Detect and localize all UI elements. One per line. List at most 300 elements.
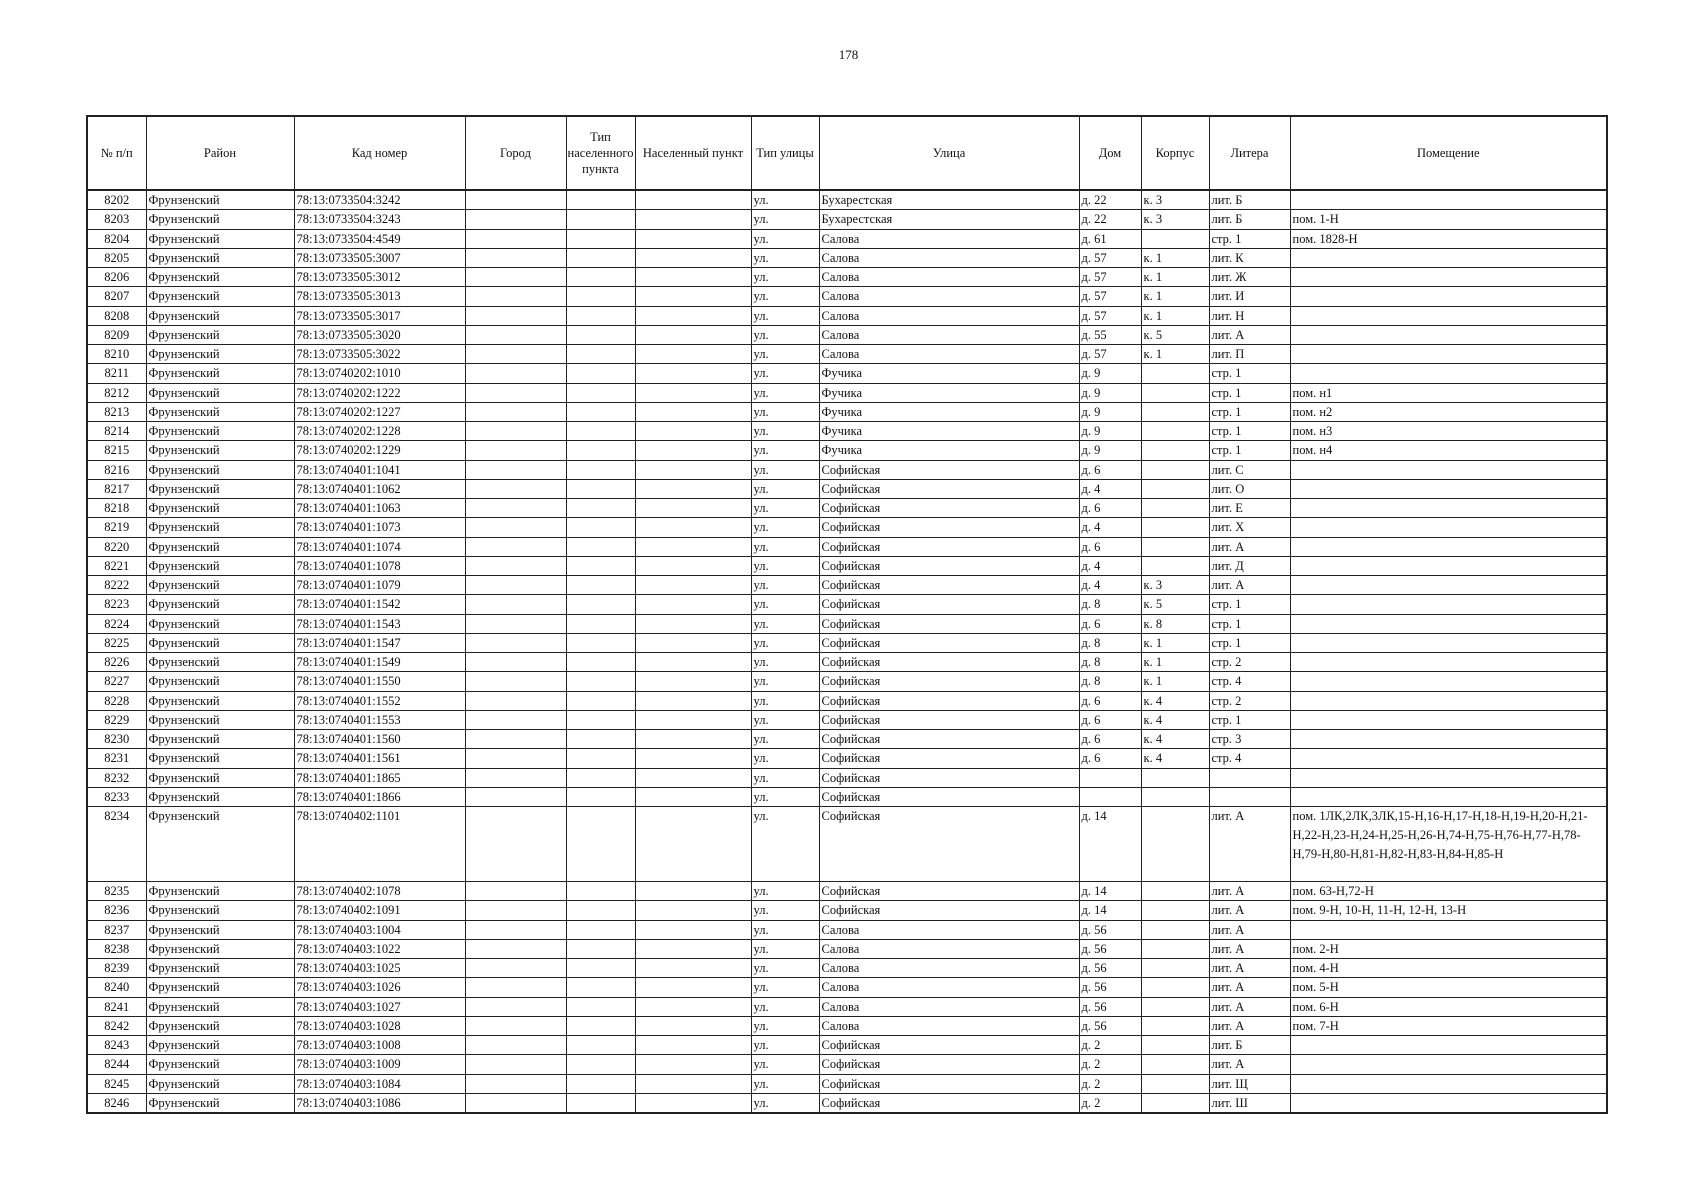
cell-house: д. 8 xyxy=(1079,633,1141,652)
cell-number: 8226 xyxy=(87,653,146,672)
cell-letter: лит. И xyxy=(1209,287,1290,306)
cell-street-type: ул. xyxy=(751,422,819,441)
cell-city xyxy=(465,882,566,901)
cell-premises xyxy=(1290,595,1607,614)
cell-settlement xyxy=(635,672,751,691)
cell-street-type: ул. xyxy=(751,730,819,749)
cell-settlement-type xyxy=(566,653,635,672)
cell-settlement xyxy=(635,1074,751,1093)
cell-street: Салова xyxy=(819,325,1079,344)
cell-number: 8243 xyxy=(87,1036,146,1055)
cell-settlement-type xyxy=(566,345,635,364)
cell-building: к. 1 xyxy=(1141,672,1209,691)
cell-street: Софийская xyxy=(819,595,1079,614)
cell-number: 8223 xyxy=(87,595,146,614)
cell-cadastral-number: 78:13:0740401:1865 xyxy=(294,768,465,787)
cell-settlement-type xyxy=(566,499,635,518)
col-header-city: Город xyxy=(465,116,566,190)
cell-district: Фрунзенский xyxy=(146,287,294,306)
cell-cadastral-number: 78:13:0740403:1022 xyxy=(294,939,465,958)
cell-cadastral-number: 78:13:0740403:1008 xyxy=(294,1036,465,1055)
cell-district: Фрунзенский xyxy=(146,1016,294,1035)
cell-settlement-type xyxy=(566,595,635,614)
cell-settlement-type xyxy=(566,229,635,248)
cell-street-type: ул. xyxy=(751,710,819,729)
cell-house: д. 14 xyxy=(1079,807,1141,882)
cell-number: 8210 xyxy=(87,345,146,364)
table-row xyxy=(87,749,1607,768)
cell-settlement xyxy=(635,595,751,614)
cell-street: Софийская xyxy=(819,1055,1079,1074)
table-row xyxy=(87,672,1607,691)
cell-letter: лит. Б xyxy=(1209,1036,1290,1055)
cell-number: 8206 xyxy=(87,268,146,287)
cell-number: 8237 xyxy=(87,920,146,939)
cell-cadastral-number: 78:13:0740401:1062 xyxy=(294,479,465,498)
cell-building xyxy=(1141,229,1209,248)
cell-premises: пом. н3 xyxy=(1290,422,1607,441)
cell-building: к. 8 xyxy=(1141,614,1209,633)
cell-premises xyxy=(1290,787,1607,806)
cell-letter: стр. 2 xyxy=(1209,653,1290,672)
cell-city xyxy=(465,633,566,652)
cell-district: Фрунзенский xyxy=(146,749,294,768)
cell-street: Салова xyxy=(819,1016,1079,1035)
cell-number: 8236 xyxy=(87,901,146,920)
cell-street: Фучика xyxy=(819,383,1079,402)
cell-city xyxy=(465,959,566,978)
cell-building xyxy=(1141,1036,1209,1055)
cell-settlement-type xyxy=(566,710,635,729)
table-row xyxy=(87,460,1607,479)
cell-street-type: ул. xyxy=(751,479,819,498)
cell-house: д. 6 xyxy=(1079,614,1141,633)
cell-cadastral-number: 78:13:0740202:1227 xyxy=(294,402,465,421)
cell-house: д. 6 xyxy=(1079,537,1141,556)
table-row xyxy=(87,768,1607,787)
cell-street: Софийская xyxy=(819,1093,1079,1113)
cell-city xyxy=(465,364,566,383)
cell-settlement-type xyxy=(566,1016,635,1035)
cell-city xyxy=(465,730,566,749)
cell-building xyxy=(1141,518,1209,537)
cell-street-type: ул. xyxy=(751,614,819,633)
cell-city xyxy=(465,345,566,364)
cell-street-type: ул. xyxy=(751,325,819,344)
col-header-settlement-type: Тип населенного пункта xyxy=(566,116,635,190)
cell-street: Софийская xyxy=(819,1036,1079,1055)
cell-settlement-type xyxy=(566,672,635,691)
cell-building: к. 4 xyxy=(1141,710,1209,729)
cell-number: 8232 xyxy=(87,768,146,787)
cell-building xyxy=(1141,499,1209,518)
cell-number: 8241 xyxy=(87,997,146,1016)
cell-house: д. 6 xyxy=(1079,460,1141,479)
cell-settlement-type xyxy=(566,959,635,978)
cell-street-type: ул. xyxy=(751,939,819,958)
cell-number: 8208 xyxy=(87,306,146,325)
cell-settlement-type xyxy=(566,556,635,575)
cell-city xyxy=(465,190,566,210)
cell-district: Фрунзенский xyxy=(146,691,294,710)
cell-number: 8222 xyxy=(87,576,146,595)
cell-district: Фрунзенский xyxy=(146,1093,294,1113)
cell-number: 8214 xyxy=(87,422,146,441)
cell-city xyxy=(465,1093,566,1113)
cell-street: Салова xyxy=(819,229,1079,248)
cell-district: Фрунзенский xyxy=(146,364,294,383)
cell-settlement xyxy=(635,959,751,978)
cell-street: Софийская xyxy=(819,556,1079,575)
cell-settlement xyxy=(635,787,751,806)
table-row xyxy=(87,268,1607,287)
cell-street-type: ул. xyxy=(751,576,819,595)
cell-letter: лит. П xyxy=(1209,345,1290,364)
cell-letter: лит. К xyxy=(1209,248,1290,267)
cell-settlement xyxy=(635,1093,751,1113)
cell-city xyxy=(465,787,566,806)
cell-building xyxy=(1141,479,1209,498)
cell-settlement xyxy=(635,556,751,575)
table-row xyxy=(87,595,1607,614)
cell-building xyxy=(1141,364,1209,383)
cell-cadastral-number: 78:13:0733504:3242 xyxy=(294,190,465,210)
cell-cadastral-number: 78:13:0740401:1547 xyxy=(294,633,465,652)
cell-street: Бухарестская xyxy=(819,210,1079,229)
cell-letter: лит. А xyxy=(1209,576,1290,595)
cell-street-type: ул. xyxy=(751,807,819,882)
cell-settlement xyxy=(635,901,751,920)
cell-street-type: ул. xyxy=(751,287,819,306)
cell-street-type: ул. xyxy=(751,653,819,672)
cell-city xyxy=(465,268,566,287)
cell-cadastral-number: 78:13:0740403:1027 xyxy=(294,997,465,1016)
cell-premises xyxy=(1290,499,1607,518)
cell-premises: пом. 7-Н xyxy=(1290,1016,1607,1035)
cell-number: 8204 xyxy=(87,229,146,248)
cell-street-type: ул. xyxy=(751,402,819,421)
cell-cadastral-number: 78:13:0733505:3017 xyxy=(294,306,465,325)
cell-street-type: ул. xyxy=(751,691,819,710)
cell-settlement xyxy=(635,749,751,768)
col-header-district: Район xyxy=(146,116,294,190)
cell-street-type: ул. xyxy=(751,959,819,978)
cell-premises xyxy=(1290,1093,1607,1113)
cell-city xyxy=(465,479,566,498)
cell-house: д. 56 xyxy=(1079,997,1141,1016)
cell-letter: стр. 1 xyxy=(1209,402,1290,421)
cell-district: Фрунзенский xyxy=(146,730,294,749)
cell-street: Салова xyxy=(819,920,1079,939)
cell-house: д. 8 xyxy=(1079,653,1141,672)
cell-house: д. 6 xyxy=(1079,710,1141,729)
cell-settlement xyxy=(635,576,751,595)
cell-city xyxy=(465,422,566,441)
cell-street-type: ул. xyxy=(751,1055,819,1074)
cell-street: Софийская xyxy=(819,614,1079,633)
cell-building xyxy=(1141,787,1209,806)
cell-settlement-type xyxy=(566,882,635,901)
cell-number: 8225 xyxy=(87,633,146,652)
table-body xyxy=(87,190,1607,1113)
cell-street-type: ул. xyxy=(751,920,819,939)
table-row xyxy=(87,901,1607,920)
cell-city xyxy=(465,1016,566,1035)
cell-building xyxy=(1141,441,1209,460)
cell-house: д. 8 xyxy=(1079,672,1141,691)
cell-settlement-type xyxy=(566,210,635,229)
cell-settlement-type xyxy=(566,190,635,210)
cell-settlement-type xyxy=(566,576,635,595)
cell-letter xyxy=(1209,768,1290,787)
cell-settlement xyxy=(635,614,751,633)
cell-settlement xyxy=(635,287,751,306)
cell-settlement xyxy=(635,653,751,672)
cell-building xyxy=(1141,383,1209,402)
table-row xyxy=(87,997,1607,1016)
cell-street: Фучика xyxy=(819,364,1079,383)
cell-premises: пом. 4-Н xyxy=(1290,959,1607,978)
cell-premises xyxy=(1290,653,1607,672)
table-row xyxy=(87,920,1607,939)
cell-street: Софийская xyxy=(819,710,1079,729)
cell-letter: лит. А xyxy=(1209,1016,1290,1035)
cell-house: д. 57 xyxy=(1079,306,1141,325)
cell-settlement-type xyxy=(566,768,635,787)
cell-district: Фрунзенский xyxy=(146,248,294,267)
cell-city xyxy=(465,460,566,479)
cell-letter: стр. 1 xyxy=(1209,229,1290,248)
cell-cadastral-number: 78:13:0740401:1041 xyxy=(294,460,465,479)
cell-city xyxy=(465,920,566,939)
cell-settlement-type xyxy=(566,1093,635,1113)
cell-cadastral-number: 78:13:0740202:1010 xyxy=(294,364,465,383)
col-header-number: № п/п xyxy=(87,116,146,190)
cell-street: Салова xyxy=(819,959,1079,978)
cell-settlement-type xyxy=(566,978,635,997)
cell-premises: пом. 9-Н, 10-Н, 11-Н, 12-Н, 13-Н xyxy=(1290,901,1607,920)
cell-cadastral-number: 78:13:0740401:1063 xyxy=(294,499,465,518)
cell-number: 8203 xyxy=(87,210,146,229)
cell-letter: лит. Б xyxy=(1209,210,1290,229)
cell-street: Фучика xyxy=(819,422,1079,441)
cell-letter: лит. С xyxy=(1209,460,1290,479)
cell-house: д. 4 xyxy=(1079,556,1141,575)
cell-premises xyxy=(1290,268,1607,287)
cell-building: к. 3 xyxy=(1141,190,1209,210)
cell-cadastral-number: 78:13:0740401:1078 xyxy=(294,556,465,575)
cell-number: 8228 xyxy=(87,691,146,710)
cell-house: д. 8 xyxy=(1079,595,1141,614)
cell-house: д. 9 xyxy=(1079,422,1141,441)
page-number: 178 xyxy=(838,47,859,62)
cell-house: д. 56 xyxy=(1079,1016,1141,1035)
table-row xyxy=(87,402,1607,421)
cell-house: д. 55 xyxy=(1079,325,1141,344)
cell-cadastral-number: 78:13:0740401:1561 xyxy=(294,749,465,768)
cell-cadastral-number: 78:13:0740401:1543 xyxy=(294,614,465,633)
cell-number: 8244 xyxy=(87,1055,146,1074)
cell-settlement xyxy=(635,248,751,267)
cell-house: д. 57 xyxy=(1079,248,1141,267)
cell-district: Фрунзенский xyxy=(146,882,294,901)
cell-district: Фрунзенский xyxy=(146,997,294,1016)
cell-house: д. 14 xyxy=(1079,882,1141,901)
cell-building: к. 1 xyxy=(1141,653,1209,672)
cell-district: Фрунзенский xyxy=(146,402,294,421)
cell-street: Софийская xyxy=(819,499,1079,518)
cell-building: к. 5 xyxy=(1141,595,1209,614)
cell-letter xyxy=(1209,787,1290,806)
cell-settlement xyxy=(635,325,751,344)
cell-settlement-type xyxy=(566,939,635,958)
cell-cadastral-number: 78:13:0740202:1229 xyxy=(294,441,465,460)
cell-house xyxy=(1079,768,1141,787)
cell-city xyxy=(465,537,566,556)
cell-premises xyxy=(1290,190,1607,210)
cell-cadastral-number: 78:13:0740401:1074 xyxy=(294,537,465,556)
cell-street: Софийская xyxy=(819,901,1079,920)
cell-building: к. 4 xyxy=(1141,749,1209,768)
cell-house: д. 6 xyxy=(1079,730,1141,749)
cell-building xyxy=(1141,920,1209,939)
cell-letter: стр. 1 xyxy=(1209,441,1290,460)
cell-building xyxy=(1141,978,1209,997)
cell-street-type: ул. xyxy=(751,1093,819,1113)
cell-building xyxy=(1141,768,1209,787)
cell-building xyxy=(1141,402,1209,421)
cell-house: д. 9 xyxy=(1079,383,1141,402)
cell-city xyxy=(465,383,566,402)
table-row xyxy=(87,556,1607,575)
cell-district: Фрунзенский xyxy=(146,595,294,614)
cell-letter: стр. 1 xyxy=(1209,633,1290,652)
cell-premises xyxy=(1290,672,1607,691)
cell-cadastral-number: 78:13:0733505:3022 xyxy=(294,345,465,364)
cell-city xyxy=(465,997,566,1016)
cell-building xyxy=(1141,460,1209,479)
cell-premises xyxy=(1290,710,1607,729)
cell-building xyxy=(1141,901,1209,920)
cell-premises xyxy=(1290,633,1607,652)
cell-building xyxy=(1141,882,1209,901)
cell-settlement-type xyxy=(566,306,635,325)
cell-building: к. 4 xyxy=(1141,730,1209,749)
table-row xyxy=(87,653,1607,672)
cell-building: к. 4 xyxy=(1141,691,1209,710)
cell-settlement xyxy=(635,882,751,901)
cell-settlement-type xyxy=(566,364,635,383)
table-row xyxy=(87,576,1607,595)
cell-house: д. 2 xyxy=(1079,1036,1141,1055)
col-header-house: Дом xyxy=(1079,116,1141,190)
cell-house: д. 9 xyxy=(1079,364,1141,383)
cell-cadastral-number: 78:13:0740401:1550 xyxy=(294,672,465,691)
cell-number: 8220 xyxy=(87,537,146,556)
cell-street: Фучика xyxy=(819,402,1079,421)
cell-city xyxy=(465,672,566,691)
cell-street: Софийская xyxy=(819,787,1079,806)
cell-letter: стр. 2 xyxy=(1209,691,1290,710)
cell-house: д. 6 xyxy=(1079,691,1141,710)
cell-number: 8238 xyxy=(87,939,146,958)
cell-house: д. 9 xyxy=(1079,402,1141,421)
table-row xyxy=(87,1093,1607,1113)
cell-cadastral-number: 78:13:0740401:1542 xyxy=(294,595,465,614)
cell-number: 8209 xyxy=(87,325,146,344)
table-row xyxy=(87,499,1607,518)
cell-city xyxy=(465,653,566,672)
table-row xyxy=(87,479,1607,498)
cell-street: Фучика xyxy=(819,441,1079,460)
cell-city xyxy=(465,499,566,518)
cell-letter: лит. А xyxy=(1209,939,1290,958)
cell-city xyxy=(465,287,566,306)
cell-house: д. 22 xyxy=(1079,210,1141,229)
cell-settlement-type xyxy=(566,614,635,633)
cell-cadastral-number: 78:13:0733505:3020 xyxy=(294,325,465,344)
cell-settlement-type xyxy=(566,730,635,749)
cell-city xyxy=(465,807,566,882)
cell-cadastral-number: 78:13:0740402:1078 xyxy=(294,882,465,901)
cell-building xyxy=(1141,997,1209,1016)
cell-district: Фрунзенский xyxy=(146,499,294,518)
table-row xyxy=(87,730,1607,749)
cell-number: 8245 xyxy=(87,1074,146,1093)
cell-settlement-type xyxy=(566,268,635,287)
cell-number: 8215 xyxy=(87,441,146,460)
cell-district: Фрунзенский xyxy=(146,345,294,364)
cell-premises: пом. 1828-Н xyxy=(1290,229,1607,248)
cell-district: Фрунзенский xyxy=(146,807,294,882)
cell-street-type: ул. xyxy=(751,190,819,210)
cell-premises xyxy=(1290,730,1607,749)
cell-district: Фрунзенский xyxy=(146,710,294,729)
cell-premises xyxy=(1290,768,1607,787)
cell-premises: пом. н2 xyxy=(1290,402,1607,421)
cell-settlement-type xyxy=(566,787,635,806)
cell-building: к. 3 xyxy=(1141,210,1209,229)
cell-house: д. 56 xyxy=(1079,959,1141,978)
cell-letter: стр. 1 xyxy=(1209,595,1290,614)
cell-city xyxy=(465,768,566,787)
cell-street: Софийская xyxy=(819,653,1079,672)
cell-district: Фрунзенский xyxy=(146,537,294,556)
cell-building: к. 1 xyxy=(1141,306,1209,325)
cell-city xyxy=(465,1055,566,1074)
cell-letter: стр. 1 xyxy=(1209,364,1290,383)
cell-settlement-type xyxy=(566,901,635,920)
cell-letter: стр. 1 xyxy=(1209,710,1290,729)
cell-letter: стр. 1 xyxy=(1209,422,1290,441)
cell-cadastral-number: 78:13:0740401:1552 xyxy=(294,691,465,710)
table-row xyxy=(87,325,1607,344)
cell-premises xyxy=(1290,537,1607,556)
cell-letter: лит. А xyxy=(1209,901,1290,920)
cell-city xyxy=(465,576,566,595)
cell-settlement xyxy=(635,710,751,729)
cell-city xyxy=(465,710,566,729)
cell-number: 8212 xyxy=(87,383,146,402)
cell-street-type: ул. xyxy=(751,1074,819,1093)
cell-cadastral-number: 78:13:0740402:1091 xyxy=(294,901,465,920)
cell-premises xyxy=(1290,1036,1607,1055)
cell-house: д. 2 xyxy=(1079,1074,1141,1093)
cell-cadastral-number: 78:13:0740401:1073 xyxy=(294,518,465,537)
table-row xyxy=(87,978,1607,997)
col-header-street: Улица xyxy=(819,116,1079,190)
cell-street-type: ул. xyxy=(751,518,819,537)
